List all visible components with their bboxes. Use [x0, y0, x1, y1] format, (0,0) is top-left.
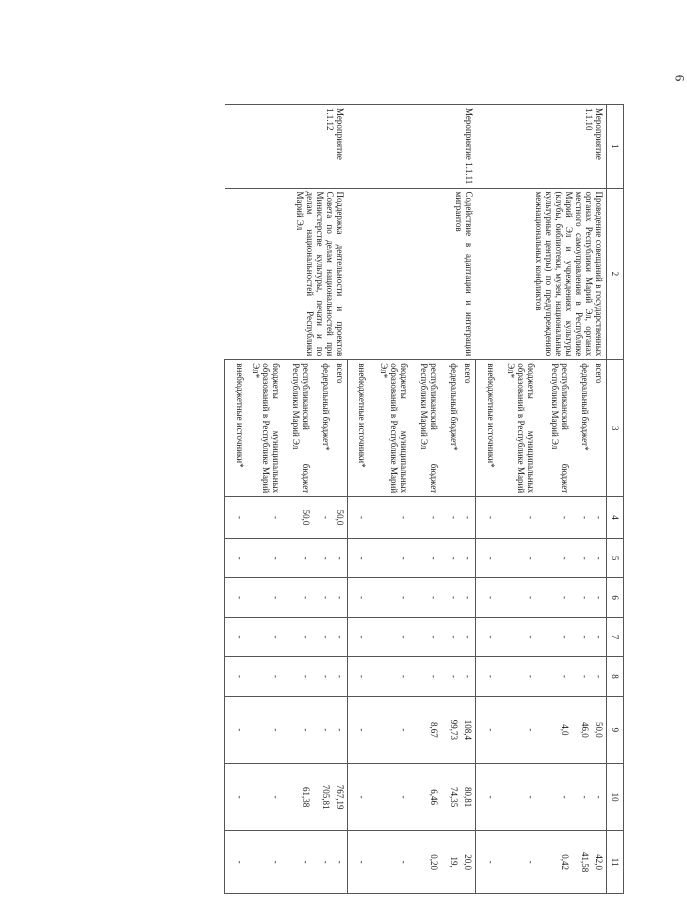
- activity-description: Проведение совещаний в государственных органах Республики Марий Эл, органах местного самоуправления в Республике Марий Эл и учреждениях культуры (клубы, библиотеки, музеи, национальные культурные центры) по предупреждению межнациональных конфликтов: [476, 188, 607, 360]
- value-cell: -: [538, 538, 572, 577]
- table-row: [333, 105, 348, 894]
- page-number: 6: [672, 74, 687, 82]
- value-cell: -: [538, 657, 572, 696]
- value-cell: -: [572, 617, 592, 656]
- funding-source: республиканский бюджет Республики Марий Эл: [283, 360, 313, 497]
- value-cell: -: [462, 617, 477, 656]
- header-cell: 2: [607, 188, 624, 360]
- value-cell: 50,0: [333, 497, 348, 539]
- value-cell: -: [370, 538, 412, 577]
- value-cell: -: [247, 763, 283, 830]
- activity-id: Мероприятие 1.1.11: [348, 105, 477, 189]
- value-cell: -: [283, 831, 313, 894]
- value-cell: -: [225, 617, 247, 656]
- value-cell: -: [498, 696, 538, 763]
- value-cell: -: [442, 578, 462, 617]
- value-cell: -: [462, 657, 477, 696]
- value-cell: -: [476, 538, 498, 577]
- value-cell: -: [283, 657, 313, 696]
- value-cell: -: [313, 696, 333, 763]
- budget-table-page: [102, 104, 624, 894]
- value-cell: 42,0: [592, 831, 607, 894]
- value-cell: -: [476, 578, 498, 617]
- value-cell: -: [283, 538, 313, 577]
- value-cell: -: [476, 696, 498, 763]
- value-cell: -: [476, 657, 498, 696]
- value-cell: -: [412, 657, 442, 696]
- value-cell: -: [476, 497, 498, 539]
- value-cell: 0,42: [538, 831, 572, 894]
- value-cell: -: [313, 497, 333, 539]
- value-cell: -: [370, 578, 412, 617]
- value-cell: 41,58: [572, 831, 592, 894]
- value-cell: -: [412, 578, 442, 617]
- value-cell: -: [225, 831, 247, 894]
- value-cell: -: [592, 763, 607, 830]
- value-cell: -: [348, 497, 370, 539]
- value-cell: -: [572, 763, 592, 830]
- value-cell: -: [247, 831, 283, 894]
- value-cell: -: [476, 763, 498, 830]
- value-cell: -: [442, 657, 462, 696]
- value-cell: -: [333, 696, 348, 763]
- value-cell: -: [538, 617, 572, 656]
- header-cell: 10: [607, 763, 624, 830]
- value-cell: -: [333, 538, 348, 577]
- funding-source: внебюджетные источники*: [476, 360, 498, 497]
- funding-source: бюджеты муниципальных образований в Республике Марий Эл*: [370, 360, 412, 497]
- value-cell: -: [572, 497, 592, 539]
- value-cell: -: [225, 696, 247, 763]
- value-cell: 4,0: [538, 696, 572, 763]
- value-cell: -: [538, 763, 572, 830]
- value-cell: 50,0: [283, 497, 313, 539]
- value-cell: -: [442, 497, 462, 539]
- header-cell: 4: [607, 497, 624, 539]
- value-cell: -: [348, 831, 370, 894]
- value-cell: -: [348, 696, 370, 763]
- value-cell: -: [498, 831, 538, 894]
- value-cell: -: [225, 657, 247, 696]
- value-cell: 74,35: [442, 763, 462, 830]
- value-cell: -: [348, 617, 370, 656]
- value-cell: -: [592, 657, 607, 696]
- funding-source: всего: [592, 360, 607, 497]
- header-cell: 5: [607, 538, 624, 577]
- value-cell: -: [283, 617, 313, 656]
- funding-source: республиканский бюджет Республики Марий Эл: [412, 360, 442, 497]
- header-cell: 1: [607, 105, 624, 189]
- header-cell: 8: [607, 657, 624, 696]
- value-cell: 705,81: [313, 763, 333, 830]
- value-cell: -: [412, 497, 442, 539]
- header-cell: 3: [607, 360, 624, 497]
- activity-description: Содействие в адаптации и интеграции мигрантов: [348, 188, 477, 360]
- value-cell: -: [313, 617, 333, 656]
- value-cell: -: [313, 578, 333, 617]
- value-cell: -: [370, 696, 412, 763]
- value-cell: -: [442, 538, 462, 577]
- value-cell: -: [313, 831, 333, 894]
- funding-source: республиканский бюджет Республики Марий Эл: [538, 360, 572, 497]
- value-cell: -: [476, 617, 498, 656]
- value-cell: -: [313, 538, 333, 577]
- value-cell: 6,46: [412, 763, 442, 830]
- value-cell: -: [247, 657, 283, 696]
- value-cell: -: [498, 617, 538, 656]
- value-cell: -: [462, 538, 477, 577]
- value-cell: -: [247, 617, 283, 656]
- value-cell: -: [283, 696, 313, 763]
- header-cell: 6: [607, 578, 624, 617]
- funding-source: всего: [462, 360, 477, 497]
- value-cell: -: [572, 578, 592, 617]
- value-cell: -: [247, 696, 283, 763]
- value-cell: -: [247, 578, 283, 617]
- value-cell: -: [572, 657, 592, 696]
- value-cell: -: [442, 617, 462, 656]
- value-cell: -: [225, 578, 247, 617]
- funding-source: внебюджетные источники*: [225, 360, 247, 497]
- value-cell: -: [370, 763, 412, 830]
- activity-id: Мероприятие 1.1.10: [476, 105, 607, 189]
- value-cell: -: [333, 831, 348, 894]
- value-cell: -: [412, 538, 442, 577]
- value-cell: -: [498, 538, 538, 577]
- funding-source: бюджеты муниципальных образований в Республике Марий Эл*: [498, 360, 538, 497]
- value-cell: -: [462, 497, 477, 539]
- value-cell: -: [592, 538, 607, 577]
- header-cell: 9: [607, 696, 624, 763]
- value-cell: -: [348, 657, 370, 696]
- value-cell: -: [225, 497, 247, 539]
- value-cell: -: [476, 831, 498, 894]
- value-cell: 108,4: [462, 696, 477, 763]
- funding-source: федеральный бюджет*: [572, 360, 592, 497]
- value-cell: -: [498, 497, 538, 539]
- value-cell: -: [313, 657, 333, 696]
- table-row: [462, 105, 477, 894]
- value-cell: -: [462, 578, 477, 617]
- value-cell: -: [592, 497, 607, 539]
- value-cell: -: [498, 763, 538, 830]
- table-row: [592, 105, 607, 894]
- header-cell: 11: [607, 831, 624, 894]
- value-cell: -: [348, 763, 370, 830]
- activity-id: Мероприятие 1.1.12: [225, 105, 348, 189]
- value-cell: -: [498, 657, 538, 696]
- value-cell: -: [333, 657, 348, 696]
- value-cell: 46,0: [572, 696, 592, 763]
- value-cell: -: [370, 617, 412, 656]
- value-cell: 61,38: [283, 763, 313, 830]
- activity-description: Поддержка деятельности и проектов Совета по делам национальностей при Министерстве культуры, печати и по делам национальностей Республики Марий Эл: [225, 188, 348, 360]
- header-row: [607, 105, 624, 894]
- value-cell: -: [348, 538, 370, 577]
- header-cell: 7: [607, 617, 624, 656]
- value-cell: -: [247, 497, 283, 539]
- value-cell: -: [247, 538, 283, 577]
- value-cell: -: [333, 578, 348, 617]
- value-cell: -: [592, 578, 607, 617]
- value-cell: -: [348, 578, 370, 617]
- value-cell: 8,67: [412, 696, 442, 763]
- funding-source: федеральный бюджет*: [442, 360, 462, 497]
- budget-table: [225, 104, 625, 894]
- value-cell: -: [370, 657, 412, 696]
- value-cell: 99,73: [442, 696, 462, 763]
- value-cell: -: [283, 578, 313, 617]
- value-cell: -: [225, 538, 247, 577]
- value-cell: -: [498, 578, 538, 617]
- funding-source: внебюджетные источники*: [348, 360, 370, 497]
- value-cell: -: [333, 617, 348, 656]
- value-cell: -: [538, 497, 572, 539]
- value-cell: 0,20: [412, 831, 442, 894]
- value-cell: -: [370, 497, 412, 539]
- funding-source: всего: [333, 360, 348, 497]
- funding-source: бюджеты муниципальных образований в Республике Марий Эл*: [247, 360, 283, 497]
- value-cell: 767,19: [333, 763, 348, 830]
- value-cell: -: [225, 763, 247, 830]
- table-body: [225, 105, 607, 894]
- value-cell: -: [572, 538, 592, 577]
- funding-source: федеральный бюджет*: [313, 360, 333, 497]
- value-cell: -: [412, 617, 442, 656]
- value-cell: -: [538, 578, 572, 617]
- value-cell: 50,0: [592, 696, 607, 763]
- value-cell: 19,: [442, 831, 462, 894]
- value-cell: -: [592, 617, 607, 656]
- value-cell: 80,81: [462, 763, 477, 830]
- value-cell: -: [370, 831, 412, 894]
- value-cell: 20,0: [462, 831, 477, 894]
